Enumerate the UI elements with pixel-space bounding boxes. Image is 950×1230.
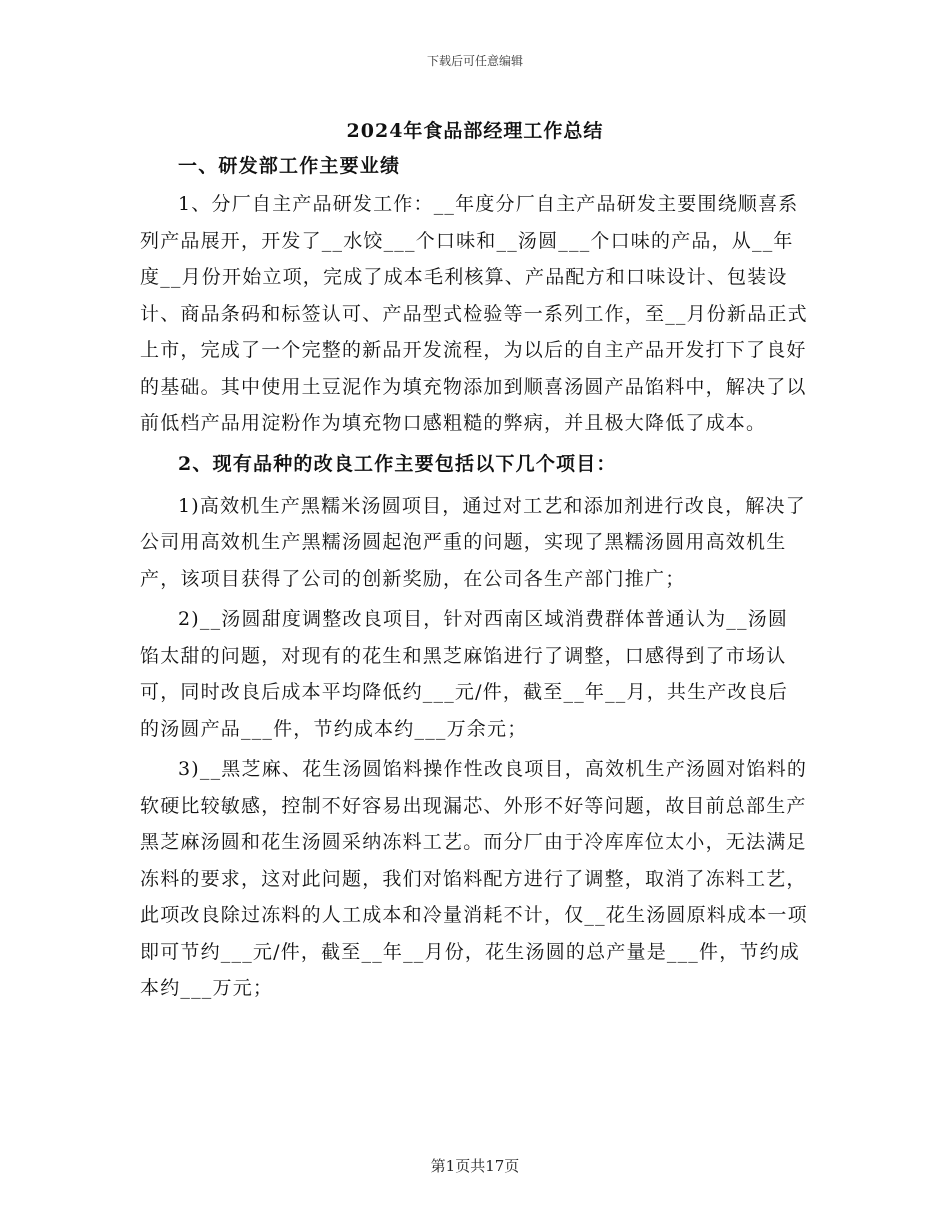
section-heading-rd-achievements: 一、研发部工作主要业绩 <box>178 155 401 177</box>
list-item-filling-operability: 3)__黑芝麻、花生汤圆馅料操作性改良项目，高效机生产汤圆对馅料的软硬比较敏感，控制不好容易出现漏芯、外形不好等问题，故目前总部生产黑芝麻汤圆和花生汤圆采纳冻料工艺。而分厂由于冷库库位太小，无法满足冻料的要求，这对此问题，我们对馅料配方进行了调整，取消了冻料工艺，此项改良除过冻料的人工成本和冷量消耗不计，仅__花生汤圆原料成本一项即可节约___元/件，截至__年__月份，花生汤圆的总产量是___件，节约成本约___万元； <box>140 758 808 999</box>
page-header-note: 下载后可任意编辑 <box>426 54 523 68</box>
document-body <box>140 146 808 1007</box>
paragraph-product-development: 1、分厂自主产品研发工作：__年度分厂自主产品研发主要围绕顺喜系列产品展开，开发了__水饺___个口味和__汤圆___个口味的产品，从__年度__月份开始立项，完成了成本毛利核算、产品配方和口味设计、包装设计、商品条码和标签认可、产品型式检验等一系列工作，至__月份新品正式上市，完成了一个完整的新品开发流程，为以后的自主产品开发打下了良好的基础。其中使用土豆泥作为填充物添加到顺喜汤圆产品馅料中，解决了以前低档产品用淀粉作为填充物口感粗糙的弊病，并且极大降低了成本。 <box>140 193 808 434</box>
subheading-improvement-projects: 2、现有品种的改良工作主要包括以下几个项目： <box>178 452 617 475</box>
document-title: 2024年食品部经理工作总结 <box>346 120 604 142</box>
list-item-black-glutinous-rice: 1)高效机生产黑糯米汤圆项目，通过对工艺和添加剂进行改良，解决了公司用高效机生产黑糯汤圆起泡严重的问题，实现了黑糯汤圆用高效机生产，该项目获得了公司的创新奖励，在公司各生产部门推广； <box>140 494 806 590</box>
page-number-footer: 第1页共17页 <box>430 1157 520 1175</box>
list-item-sweetness-adjustment: 2)__汤圆甜度调整改良项目，针对西南区域消费群体普通认为__汤圆馅太甜的问题，对现有的花生和黑芝麻馅进行了调整，口感得到了市场认可，同时改良后成本平均降低约___元/件，截至__年__月，共生产改良后的汤圆产品___件，节约成本约___万余元； <box>140 608 789 740</box>
